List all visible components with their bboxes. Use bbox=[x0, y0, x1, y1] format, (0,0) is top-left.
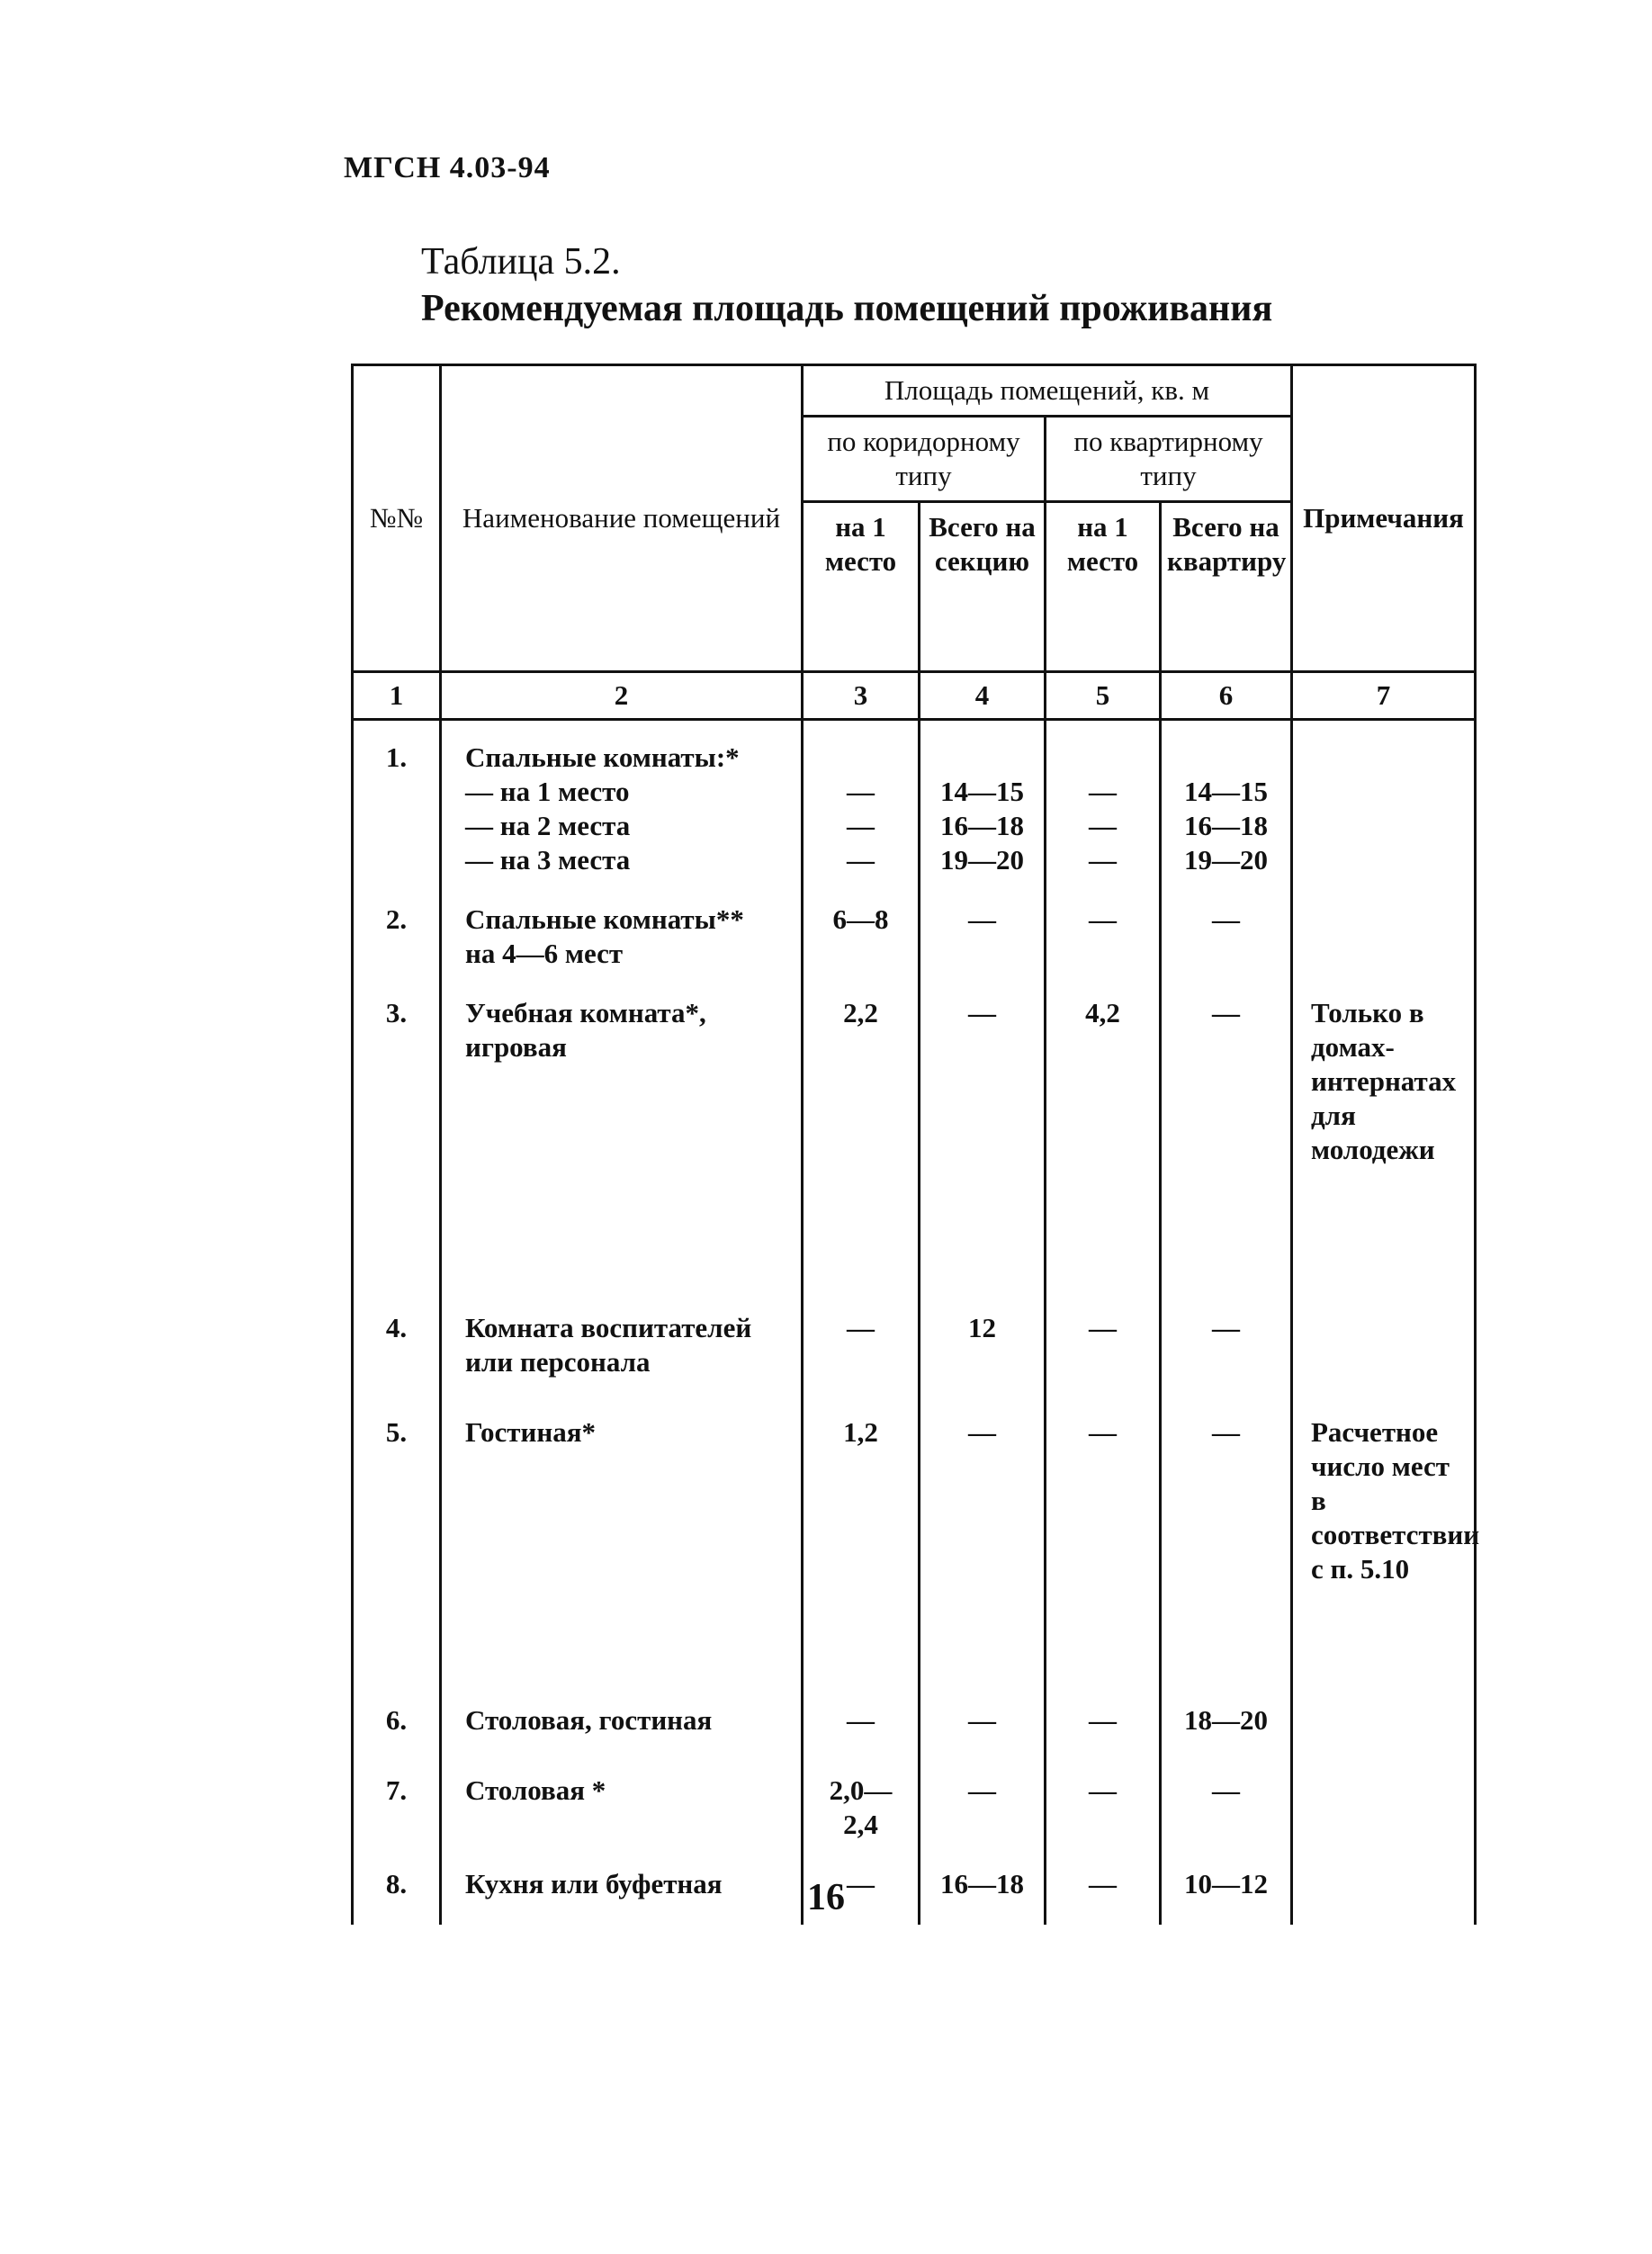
room-name-line: Учебная комната*, игровая bbox=[465, 997, 706, 1063]
row-number: 5. bbox=[353, 1415, 441, 1703]
area-total-section bbox=[920, 1311, 1046, 1415]
area-total-section bbox=[920, 1774, 1046, 1867]
row-note bbox=[1292, 1774, 1476, 1867]
column-number: 4 bbox=[920, 672, 1046, 720]
table-body bbox=[353, 720, 1480, 1926]
room-name-line: Столовая * bbox=[465, 1774, 606, 1806]
table-row bbox=[353, 902, 1476, 996]
area-total-section-line: — bbox=[968, 997, 996, 1028]
area-total-section bbox=[920, 1703, 1046, 1774]
area-total-section-line: 16—18 bbox=[940, 810, 1024, 841]
table-row bbox=[353, 720, 1476, 903]
row-note: Только в домах-интернатах для молодежи bbox=[1292, 996, 1476, 1311]
column-number: 3 bbox=[803, 672, 920, 720]
room-name-line: — на 3 места bbox=[465, 844, 631, 876]
area-total-section-line: 12 bbox=[968, 1312, 996, 1343]
table-caption bbox=[421, 238, 1272, 332]
header-num: №№ bbox=[353, 365, 441, 672]
header-total-apartment: Всего на квартиру bbox=[1161, 502, 1292, 672]
row-note bbox=[1292, 1703, 1476, 1774]
area-per-place-corridor bbox=[803, 1415, 920, 1703]
area-total-section bbox=[920, 1415, 1046, 1703]
row-note: Расчетное число мест в соответствии с п. 5.10 bbox=[1292, 1415, 1476, 1703]
area-per-place-apartment-line: — bbox=[1089, 810, 1117, 841]
area-per-place-corridor bbox=[803, 1774, 920, 1867]
area-total-apartment-line: — bbox=[1212, 997, 1240, 1028]
area-per-place-corridor-line: — bbox=[847, 844, 875, 876]
area-total-section-line: 19—20 bbox=[940, 844, 1024, 876]
area-total-apartment bbox=[1161, 1415, 1292, 1703]
header-apartment-type: по квартирному типу bbox=[1046, 417, 1292, 502]
area-total-section-line: 14—15 bbox=[940, 776, 1024, 807]
area-per-place-corridor-line: 1,2 bbox=[843, 1416, 878, 1448]
area-per-place-corridor bbox=[803, 1311, 920, 1415]
table-row bbox=[353, 1311, 1476, 1415]
area-per-place-apartment-line: — bbox=[1089, 776, 1117, 807]
room-name bbox=[441, 996, 803, 1311]
area-total-apartment bbox=[1161, 996, 1292, 1311]
area-per-place-apartment-line bbox=[1055, 741, 1150, 775]
row-note bbox=[1292, 720, 1476, 903]
area-total-apartment-line: — bbox=[1212, 1416, 1240, 1448]
area-total-section-line: — bbox=[968, 1416, 996, 1448]
row-number: 4. bbox=[353, 1311, 441, 1415]
area-per-place-apartment bbox=[1046, 1415, 1161, 1703]
row-number: 7. bbox=[353, 1774, 441, 1867]
room-name-line: Кухня или буфетная bbox=[465, 1868, 723, 1899]
area-per-place-apartment-line: — bbox=[1089, 1774, 1117, 1806]
column-number: 7 bbox=[1292, 672, 1476, 720]
area-total-apartment-line: — bbox=[1212, 1774, 1240, 1806]
area-per-place-corridor bbox=[803, 720, 920, 903]
area-per-place-apartment-line: — bbox=[1089, 903, 1117, 935]
area-per-place-corridor-line: 6—8 bbox=[832, 903, 889, 935]
area-per-place-apartment bbox=[1046, 1311, 1161, 1415]
area-per-place-corridor-line bbox=[813, 741, 909, 775]
room-name bbox=[441, 1703, 803, 1774]
area-total-section-line: — bbox=[968, 1704, 996, 1736]
room-name-line: — на 2 места bbox=[465, 810, 631, 841]
row-note bbox=[1292, 902, 1476, 996]
page-number: 16 bbox=[807, 1877, 845, 1918]
column-number: 2 bbox=[441, 672, 803, 720]
area-table bbox=[351, 364, 1480, 1925]
document-code: МГСН 4.03-94 bbox=[344, 151, 551, 184]
row-number: 3. bbox=[353, 996, 441, 1311]
table-row bbox=[353, 1774, 1476, 1867]
area-per-place-corridor-line: — bbox=[847, 1868, 875, 1899]
area-per-place-corridor-line: — bbox=[847, 810, 875, 841]
area-total-section-line: — bbox=[968, 1774, 996, 1806]
area-per-place-corridor bbox=[803, 902, 920, 996]
room-name bbox=[441, 1415, 803, 1703]
area-total-apartment-line: 16—18 bbox=[1184, 810, 1268, 841]
row-number: 2. bbox=[353, 902, 441, 996]
header-total-section: Всего на секцию bbox=[920, 502, 1046, 672]
area-total-section-line bbox=[929, 741, 1035, 775]
area-total-section bbox=[920, 996, 1046, 1311]
area-total-section-line: — bbox=[968, 903, 996, 935]
room-name-line: Комната воспитателей или персонала bbox=[465, 1312, 752, 1378]
area-total-apartment-line: — bbox=[1212, 903, 1240, 935]
header-per-place-corridor: на 1 место bbox=[803, 502, 920, 672]
area-per-place-corridor-line: 2,2 bbox=[843, 997, 878, 1028]
area-per-place-apartment-line: — bbox=[1089, 1868, 1117, 1899]
area-per-place-apartment bbox=[1046, 996, 1161, 1311]
room-name bbox=[441, 902, 803, 996]
area-per-place-apartment bbox=[1046, 1703, 1161, 1774]
area-total-apartment-line: 14—15 bbox=[1184, 776, 1268, 807]
area-per-place-apartment bbox=[1046, 720, 1161, 903]
area-per-place-corridor bbox=[803, 996, 920, 1311]
area-total-apartment-line: — bbox=[1212, 1312, 1240, 1343]
area-total-apartment bbox=[1161, 902, 1292, 996]
room-name bbox=[441, 720, 803, 903]
room-name-line: — на 1 место bbox=[465, 776, 630, 807]
header-area-group: Площадь помещений, кв. м bbox=[803, 365, 1292, 417]
area-per-place-apartment bbox=[1046, 902, 1161, 996]
area-per-place-apartment-line: — bbox=[1089, 844, 1117, 876]
area-per-place-corridor-line: — bbox=[847, 1704, 875, 1736]
header-corridor-type: по коридорному типу bbox=[803, 417, 1046, 502]
area-total-apartment-line: 18—20 bbox=[1184, 1704, 1268, 1736]
area-total-apartment bbox=[1161, 1774, 1292, 1867]
area-total-apartment-line: 10—12 bbox=[1184, 1868, 1268, 1899]
header-name: Наименование помещений bbox=[441, 365, 803, 672]
room-name-line: Спальные комнаты:* bbox=[465, 741, 740, 773]
table-row bbox=[353, 1415, 1476, 1703]
header-notes: Примечания bbox=[1292, 365, 1476, 672]
area-per-place-corridor-line: — bbox=[847, 1312, 875, 1343]
room-name-line: Столовая, гостиная bbox=[465, 1704, 713, 1736]
row-note bbox=[1292, 1311, 1476, 1415]
area-total-section bbox=[920, 902, 1046, 996]
table-row bbox=[353, 1703, 1476, 1774]
room-name-line: Гостиная* bbox=[465, 1416, 596, 1448]
area-per-place-apartment bbox=[1046, 1774, 1161, 1867]
column-number: 5 bbox=[1046, 672, 1161, 720]
area-per-place-corridor-line: — bbox=[847, 776, 875, 807]
area-per-place-apartment-line: 4,2 bbox=[1085, 997, 1120, 1028]
area-per-place-corridor bbox=[803, 1703, 920, 1774]
area-per-place-apartment-line: — bbox=[1089, 1704, 1117, 1736]
row-number: 6. bbox=[353, 1703, 441, 1774]
room-name-line: на 4—6 мест bbox=[465, 938, 624, 969]
area-total-section bbox=[920, 720, 1046, 903]
area-total-apartment bbox=[1161, 720, 1292, 903]
header-per-place-apartment: на 1 место bbox=[1046, 502, 1161, 672]
area-per-place-apartment-line: — bbox=[1089, 1416, 1117, 1448]
room-name-line: Спальные комнаты** bbox=[465, 903, 744, 935]
area-total-apartment-line: 19—20 bbox=[1184, 844, 1268, 876]
area-total-section-line: 16—18 bbox=[940, 1868, 1024, 1899]
table-row bbox=[353, 996, 1476, 1311]
row-number: 1. bbox=[353, 720, 441, 903]
area-total-apartment bbox=[1161, 1703, 1292, 1774]
area-per-place-apartment-line: — bbox=[1089, 1312, 1117, 1343]
table-number: Таблица 5.2. bbox=[421, 241, 621, 283]
column-number-row bbox=[353, 672, 1476, 720]
room-name bbox=[441, 1774, 803, 1867]
area-per-place-corridor-line: 2,0—2,4 bbox=[829, 1774, 893, 1840]
row-number: 8. bbox=[353, 1867, 441, 1925]
area-total-apartment bbox=[1161, 1311, 1292, 1415]
table-title: Рекомендуемая площадь помещений проживания bbox=[421, 288, 1273, 329]
column-number: 6 bbox=[1161, 672, 1292, 720]
column-number: 1 bbox=[353, 672, 441, 720]
room-name bbox=[441, 1311, 803, 1415]
area-total-apartment-line bbox=[1171, 741, 1281, 775]
